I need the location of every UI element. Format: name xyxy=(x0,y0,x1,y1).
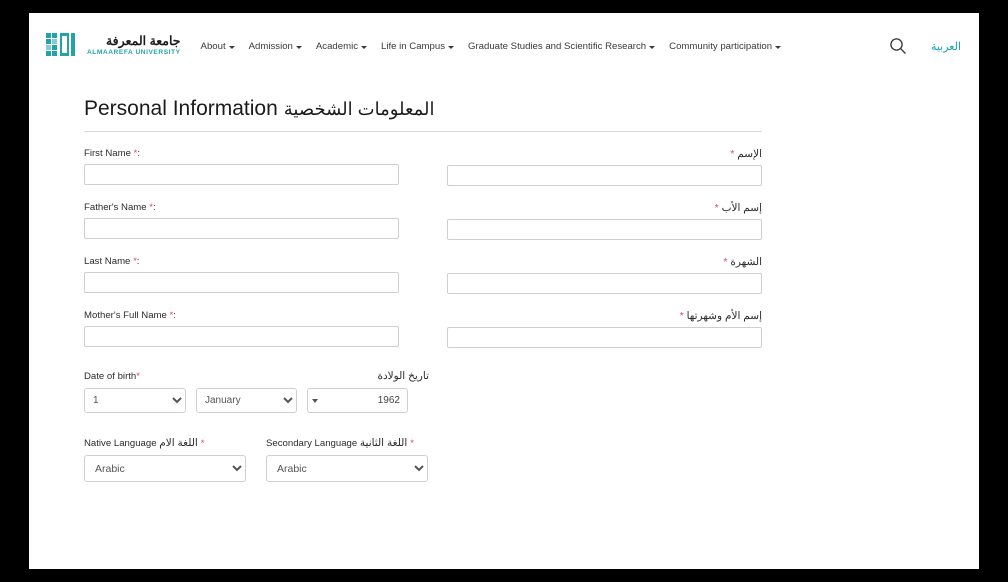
birth-year-select[interactable] xyxy=(307,388,408,413)
required-mark: * xyxy=(133,256,137,267)
last-name-label: Last Name *: xyxy=(84,256,140,267)
native-language-group xyxy=(84,437,246,482)
mothers-name-english-group xyxy=(84,310,399,348)
required-mark: * xyxy=(200,438,205,449)
secondary-language-label: Secondary Language اللغة الثانية * xyxy=(266,437,414,449)
last-name-english-group xyxy=(84,256,399,294)
mothers-name-arabic-group xyxy=(447,310,762,348)
date-of-birth-labels xyxy=(84,370,429,382)
first-name-input[interactable] xyxy=(84,164,399,185)
chevron-down-icon xyxy=(312,399,318,403)
required-mark: * xyxy=(730,148,735,160)
first-name-input-arabic[interactable] xyxy=(447,165,762,186)
native-language-select[interactable] xyxy=(84,455,246,482)
fathers-name-input-arabic[interactable] xyxy=(447,219,762,240)
university-logo-icon xyxy=(46,31,80,61)
required-mark: * xyxy=(136,371,140,382)
mothers-name-input[interactable] xyxy=(84,326,399,347)
site-header xyxy=(29,13,979,79)
chevron-down-icon xyxy=(361,46,367,49)
nav-item-academic[interactable] xyxy=(316,41,367,52)
main-navigation xyxy=(201,41,883,52)
field-row-languages xyxy=(84,437,949,482)
field-row-fathers-name xyxy=(84,202,762,240)
last-name-label-arabic: الشهرة * xyxy=(723,256,762,268)
field-row-first-name xyxy=(84,148,762,186)
nav-label: Graduate Studies and Scientific Research xyxy=(468,40,647,52)
mothers-name-input-arabic[interactable] xyxy=(447,327,762,348)
chevron-down-icon xyxy=(296,46,302,49)
required-mark: * xyxy=(169,310,174,321)
birth-year-value: 1962 xyxy=(377,395,400,406)
logo-english-name: ALMAAREFA UNIVERSITY xyxy=(87,48,181,56)
required-mark: * xyxy=(723,256,728,268)
required-mark: * xyxy=(410,438,414,449)
secondary-language-group xyxy=(266,437,428,482)
date-of-birth-label-arabic: تاريخ الولادة xyxy=(377,370,429,382)
nav-item-about[interactable] xyxy=(201,41,235,52)
site-logo[interactable] xyxy=(46,31,181,61)
language-switch-link[interactable]: العربية xyxy=(930,40,961,53)
field-row-last-name xyxy=(84,256,762,294)
required-mark: * xyxy=(714,202,719,214)
last-name-input-arabic[interactable] xyxy=(447,273,762,294)
secondary-language-select[interactable] xyxy=(266,455,428,482)
first-name-english-group xyxy=(84,148,399,186)
required-mark: * xyxy=(679,310,684,322)
date-of-birth-controls xyxy=(84,388,762,413)
birth-day-select[interactable] xyxy=(84,388,186,413)
last-name-input[interactable] xyxy=(84,272,399,293)
chevron-down-icon xyxy=(229,46,235,49)
page-title xyxy=(84,97,762,132)
native-language-label: Native Language اللغة الام * xyxy=(84,437,205,449)
nav-label: Academic xyxy=(315,40,359,52)
required-mark: * xyxy=(149,202,154,213)
fathers-name-english-group xyxy=(84,202,399,240)
birth-month-select[interactable] xyxy=(196,388,297,413)
first-name-arabic-group xyxy=(447,148,762,186)
fathers-name-label-arabic: إسم الأب * xyxy=(714,202,762,214)
fathers-name-label: Father's Name *: xyxy=(84,202,156,213)
search-icon[interactable] xyxy=(889,37,907,55)
nav-item-admission[interactable] xyxy=(249,41,302,52)
chevron-down-icon xyxy=(448,46,454,49)
nav-item-community-participation[interactable] xyxy=(669,41,781,52)
fathers-name-input[interactable] xyxy=(84,218,399,239)
nav-label: Admission xyxy=(248,40,293,52)
mothers-name-label: Mother's Full Name *: xyxy=(84,310,176,321)
nav-label: Community participation xyxy=(669,40,773,52)
first-name-label-arabic: الإسم * xyxy=(730,148,762,160)
nav-item-graduate-studies[interactable] xyxy=(468,41,655,52)
field-row-date-of-birth xyxy=(84,370,762,413)
page-canvas xyxy=(29,13,979,569)
logo-text xyxy=(87,35,181,56)
page-title-english: Personal Information xyxy=(84,97,278,120)
nav-label: Life in Campus xyxy=(381,40,446,52)
field-row-mothers-full-name xyxy=(84,310,762,348)
fathers-name-arabic-group xyxy=(447,202,762,240)
required-mark: * xyxy=(133,148,138,159)
page-title-arabic: المعلومات الشخصية xyxy=(283,99,435,119)
nav-item-life-in-campus[interactable] xyxy=(381,41,454,52)
chevron-down-icon xyxy=(775,46,781,49)
date-of-birth-label: Date of birth* xyxy=(84,371,140,382)
logo-arabic-name: جامعة المعرفة xyxy=(105,34,181,49)
nav-label: About xyxy=(200,40,226,52)
chevron-down-icon xyxy=(649,46,655,49)
first-name-label: First Name *: xyxy=(84,148,140,159)
form-content xyxy=(29,79,979,482)
mothers-name-label-arabic: إسم الأم وشهرتها * xyxy=(679,310,762,322)
last-name-arabic-group xyxy=(447,256,762,294)
